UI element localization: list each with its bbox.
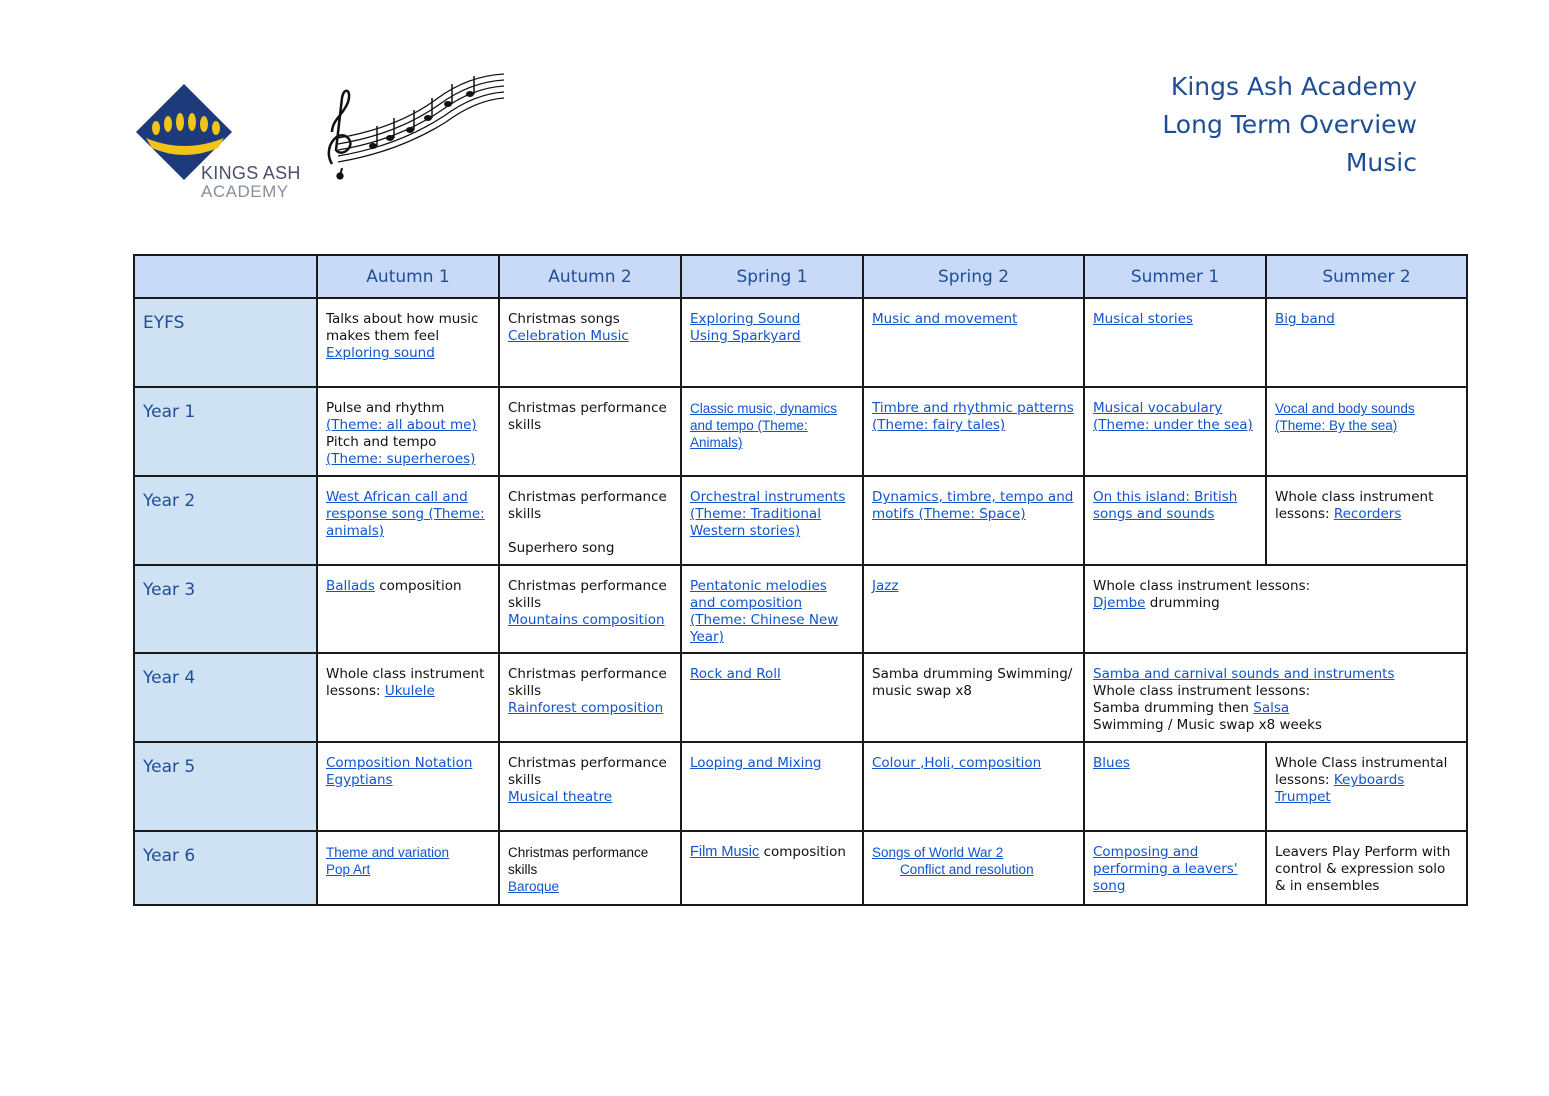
cell-y1-summer-2	[1266, 387, 1467, 476]
link[interactable]: Exploring sound	[326, 345, 435, 361]
cell-y6-summer-1	[1084, 831, 1266, 905]
cell-y6-spring-1	[681, 831, 863, 905]
cell-y6-autumn-2	[499, 831, 681, 905]
cell-eyfs-summer-2	[1266, 298, 1467, 387]
link[interactable]: Conflict and resolution	[900, 862, 1034, 877]
link[interactable]: Rock and Roll	[690, 666, 781, 682]
table-row-year-4	[134, 653, 1467, 742]
cell-eyfs-autumn-2	[499, 298, 681, 387]
link[interactable]: Ukulele	[384, 683, 435, 699]
link[interactable]: Classic music, dynamics and tempo (Theme: Animals)	[690, 401, 838, 450]
text: Whole class instrument lessons:	[1093, 683, 1311, 699]
header-corner	[134, 255, 317, 298]
link[interactable]: Ballads	[326, 578, 375, 594]
text: Pitch and tempo	[326, 434, 437, 450]
cell-y2-autumn-2	[499, 476, 681, 565]
link[interactable]: Musical theatre	[508, 789, 613, 805]
link[interactable]: Pentatonic melodies and composition (Theme: Chinese New Year)	[690, 578, 839, 645]
link[interactable]: Colour ,Holi, composition	[872, 755, 1042, 771]
text: Christmas performance skills	[508, 845, 649, 877]
cell-y5-spring-2	[863, 742, 1084, 831]
link[interactable]: West African call and response song (Theme: animals)	[326, 489, 485, 539]
cell-y5-summer-2	[1266, 742, 1467, 831]
table-header-row	[134, 255, 1467, 298]
table-row-year-6	[134, 831, 1467, 905]
cell-y1-autumn-2	[499, 387, 681, 476]
link[interactable]: Egyptians	[326, 772, 393, 788]
text: composition	[379, 578, 462, 594]
link[interactable]: Musical vocabulary (Theme: under the sea)	[1093, 400, 1253, 433]
cell-y4-autumn-1	[317, 653, 499, 742]
text: Christmas performance skills	[508, 755, 667, 788]
text: Superhero song	[508, 540, 615, 556]
link[interactable]: Keyboards	[1333, 772, 1405, 788]
text: Swimming / Music swap x8 weeks	[1093, 717, 1322, 733]
cell-eyfs-spring-1	[681, 298, 863, 387]
link[interactable]: Film Music	[690, 844, 760, 860]
cell-y4-autumn-2	[499, 653, 681, 742]
link[interactable]: Jazz	[872, 578, 899, 594]
logo-text-kings-ash: KINGS ASH	[201, 163, 301, 183]
link[interactable]: (Theme: all about me)	[326, 417, 477, 433]
cell-y3-autumn-2	[499, 565, 681, 653]
row-label-year-2: Year 2	[134, 476, 317, 565]
link[interactable]: Pop Art	[326, 862, 371, 877]
text: Whole Class instrumental lessons:	[1275, 755, 1448, 788]
link[interactable]: Blues	[1093, 755, 1130, 771]
link[interactable]: Songs of World War 2	[872, 845, 1004, 860]
text: Christmas performance skills	[508, 489, 667, 522]
link[interactable]: Trumpet	[1275, 789, 1331, 805]
long-term-overview-table	[133, 254, 1468, 906]
cell-y4-summer	[1084, 653, 1467, 742]
cell-y2-spring-2	[863, 476, 1084, 565]
text: composition	[763, 844, 846, 860]
link[interactable]: On this island: British songs and sounds	[1093, 489, 1238, 522]
link[interactable]: Salsa	[1253, 700, 1290, 716]
row-label-year-4: Year 4	[134, 653, 317, 742]
link[interactable]: (Theme: superheroes)	[326, 451, 476, 467]
text: Christmas performance skills	[508, 400, 667, 433]
cell-y6-autumn-1	[317, 831, 499, 905]
cell-y3-spring-2	[863, 565, 1084, 653]
row-label-year-6: Year 6	[134, 831, 317, 905]
text: Christmas performance skills	[508, 666, 667, 699]
header-spring-2: Spring 2	[863, 255, 1084, 298]
cell-y3-autumn-1	[317, 565, 499, 653]
cell-y2-summer-2	[1266, 476, 1467, 565]
row-label-eyfs: EYFS	[134, 298, 317, 387]
text: drumming	[1149, 595, 1220, 611]
cell-eyfs-autumn-1	[317, 298, 499, 387]
text: Samba drumming then	[1093, 700, 1249, 716]
link[interactable]: Timbre and rhythmic patterns (Theme: fairy tales)	[872, 400, 1074, 433]
text: Pulse and rhythm	[326, 400, 445, 416]
link[interactable]: Dynamics, timbre, tempo and motifs (Theme: Space)	[872, 489, 1074, 522]
header-autumn-2: Autumn 2	[499, 255, 681, 298]
cell-y5-spring-1	[681, 742, 863, 831]
link[interactable]: Mountains composition	[508, 612, 665, 628]
link[interactable]: Using Sparkyard	[690, 328, 801, 344]
title-subject: Music	[1345, 148, 1417, 177]
cell-y5-autumn-2	[499, 742, 681, 831]
link[interactable]: Baroque	[508, 879, 560, 894]
cell-y1-spring-2	[863, 387, 1084, 476]
table-row-year-2	[134, 476, 1467, 565]
title-overview: Long Term Overview	[1162, 110, 1417, 139]
link[interactable]: Orchestral instruments (Theme: Traditional Western stories)	[690, 489, 846, 539]
cell-y4-spring-2	[863, 653, 1084, 742]
cell-y1-autumn-1	[317, 387, 499, 476]
table-row-year-5	[134, 742, 1467, 831]
row-label-year-3: Year 3	[134, 565, 317, 653]
link[interactable]: Music and movement	[872, 311, 1018, 327]
link[interactable]: Celebration Music	[508, 328, 629, 344]
link[interactable]: Recorders	[1333, 506, 1402, 522]
row-label-year-1: Year 1	[134, 387, 317, 476]
cell-y1-spring-1	[681, 387, 863, 476]
logo-text-academy: ACADEMY	[201, 182, 289, 201]
row-label-year-5: Year 5	[134, 742, 317, 831]
music-notes-image	[318, 68, 508, 186]
link[interactable]: Big band	[1275, 311, 1335, 327]
link[interactable]: Musical stories	[1093, 311, 1193, 327]
link[interactable]: Theme and variation	[326, 845, 450, 860]
table-row-eyfs	[134, 298, 1467, 387]
document-title	[1162, 68, 1417, 182]
cell-eyfs-spring-2	[863, 298, 1084, 387]
table-row-year-1	[134, 387, 1467, 476]
link[interactable]: Samba and carnival sounds and instruments	[1093, 666, 1395, 682]
cell-y5-summer-1	[1084, 742, 1266, 831]
link[interactable]: Composing and performing a leavers' song	[1093, 844, 1238, 894]
cell-y2-spring-1	[681, 476, 863, 565]
text: Christmas performance skills	[508, 578, 667, 611]
cell-y6-summer-2	[1266, 831, 1467, 905]
header-summer-2: Summer 2	[1266, 255, 1467, 298]
link[interactable]: Rainforest composition	[508, 700, 664, 716]
cell-y3-summer	[1084, 565, 1467, 653]
cell-y2-autumn-1	[317, 476, 499, 565]
cell-eyfs-summer-1	[1084, 298, 1266, 387]
text: Leavers Play Perform with control & expression solo & in ensembles	[1275, 844, 1451, 894]
text: Talks about how music makes them feel	[326, 311, 479, 344]
link[interactable]: Vocal and body sounds (Theme: By the sea)	[1275, 401, 1415, 433]
table-row-year-3	[134, 565, 1467, 653]
cell-y1-summer-1	[1084, 387, 1266, 476]
link[interactable]: Djembe	[1093, 595, 1146, 611]
header-autumn-1: Autumn 1	[317, 255, 499, 298]
text: Whole class instrument lessons:	[326, 666, 485, 699]
text: Samba drumming Swimming/ music swap x8	[872, 666, 1073, 699]
header-spring-1: Spring 1	[681, 255, 863, 298]
link[interactable]: Composition Notation	[326, 755, 473, 771]
text: Whole class instrument lessons:	[1093, 578, 1311, 594]
text: Christmas songs	[508, 311, 620, 327]
cell-y5-autumn-1	[317, 742, 499, 831]
cell-y3-spring-1	[681, 565, 863, 653]
cell-y4-spring-1	[681, 653, 863, 742]
title-school-name: Kings Ash Academy	[1170, 72, 1417, 101]
link[interactable]: Exploring Sound	[690, 311, 801, 327]
cell-y6-spring-2	[863, 831, 1084, 905]
text: Whole class instrument lessons:	[1275, 489, 1434, 522]
cell-y2-summer-1	[1084, 476, 1266, 565]
link[interactable]: Looping and Mixing	[690, 755, 822, 771]
header-summer-1: Summer 1	[1084, 255, 1266, 298]
